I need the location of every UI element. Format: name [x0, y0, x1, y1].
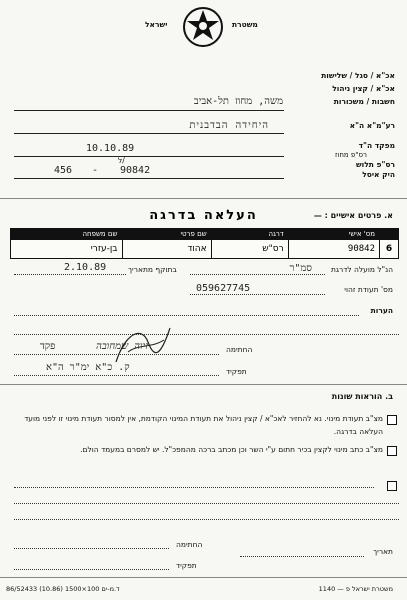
doc-number: 90842 [120, 165, 151, 176]
personal-details-table [10, 228, 399, 259]
section-a-heading: א. פרטים אישיים : — [313, 211, 393, 220]
footer-divider [0, 577, 407, 578]
notes-line-2 [14, 334, 399, 335]
new-rank: סמ"ר [289, 263, 312, 274]
footer-date-label: תאריך [373, 547, 393, 556]
promotion-label: הנ"ל מועלה לדרגת [331, 265, 393, 274]
section-divider [0, 384, 407, 385]
doc-code: 456 [54, 165, 73, 176]
cc-line-2: רס"פ תלוש [356, 160, 395, 169]
effective-date-line [14, 274, 126, 275]
page-title: העלאה בדרגה [149, 208, 258, 223]
signature-value: זיוה שמחובה [96, 341, 149, 352]
role-label: תפקיד [226, 367, 247, 376]
instruction-text-2: מצ"ב כתב מינוי לקצין בכיר חתום ע"י השר וכן מכתב ברכה מהמפכ"ל. יש למסרם במעמד הולם. [80, 445, 383, 454]
to-line: רע"מ"א ה"א [349, 121, 395, 130]
unit-sub-field: היחידה הבדבנית [189, 120, 269, 131]
row-last-name: בן-עזרי [11, 240, 123, 259]
id-label: מס' תעודת זהוי [344, 285, 393, 294]
date-field: 10.10.89 [86, 143, 135, 154]
col-id-header: מס' אישי [288, 229, 379, 240]
notes-label: הערות [370, 306, 393, 315]
col-last-name-header: שם משפחה [11, 229, 123, 240]
col-index-header [380, 229, 399, 240]
cc-line-4: רס"פ מחוז [335, 151, 367, 159]
extra-line-1 [14, 487, 374, 488]
position-line [14, 375, 219, 376]
signature-role: פקד [40, 341, 56, 352]
row-first-name: אהוד [122, 240, 211, 259]
instruction-checkbox-3[interactable] [387, 481, 397, 491]
unit-field: משה, מחוז תל-אביב [193, 96, 283, 107]
new-rank-line [190, 274, 325, 275]
date-underline [14, 156, 284, 157]
handwritten-signature [108, 322, 178, 368]
row-index: 6 [380, 240, 399, 259]
unit-underline [14, 110, 284, 111]
cc-line-1: מפקד ה"ד [358, 141, 395, 150]
cc-line-3: היק איסל [362, 170, 395, 179]
instruction-text-1: מצ"ב תעודת מינוי. נא להחזיר לאכ"א / קצין ניהול את תעודת המינוי הקודמת, אין למסור תעודת מינוי זו לפני מועד העלאה בדרגה. [24, 414, 383, 436]
id-line [190, 294, 325, 295]
signature-label: החתימה [226, 345, 253, 354]
header-country: ישראל [145, 20, 168, 29]
title-divider [0, 198, 407, 199]
effective-date: 2.10.89 [64, 262, 107, 273]
id-value: 059627745 [196, 283, 251, 294]
col-first-name-header: שם פרטי [122, 229, 211, 240]
extra-line-2 [14, 503, 399, 504]
row-id: 90842 [288, 240, 379, 259]
footer-role-line [14, 569, 169, 570]
doc-number-underline [14, 178, 284, 179]
section-b-heading: ב. הוראות שונות [331, 392, 393, 401]
instruction-checkbox-2[interactable] [387, 446, 397, 456]
header-org: משטרת [232, 20, 258, 29]
col-rank-header: דרגה [211, 229, 288, 240]
row-rank: רס"ש [211, 240, 288, 259]
effective-label: בתוקף מתאריך [128, 265, 177, 274]
position-value: ק. כ"א ימ"ר ה"א [46, 362, 130, 373]
doc-code-sep: - [92, 165, 99, 176]
from-line-2: אכ"א / קצין ניהול [332, 84, 395, 93]
form-id: משטרת ישראל פ — 1140 [318, 585, 393, 593]
print-info: ד.מ-ים 100×1500 (10.86) 86/52433 [6, 585, 120, 593]
police-emblem-icon [182, 6, 224, 48]
unit-sub-underline [14, 133, 284, 134]
extra-line-3 [14, 519, 399, 520]
from-line-1: אכ"א / סגל / שלישות [321, 71, 395, 80]
ref-suffix: /ל [118, 156, 125, 165]
footer-role-label: תפקיד [176, 561, 197, 570]
footer-date-line [240, 556, 364, 557]
from-line-3: חשבות / משכורות [333, 97, 395, 106]
footer-sign-line [14, 548, 169, 549]
instruction-checkbox-1[interactable] [387, 415, 397, 425]
notes-line-1 [14, 315, 359, 316]
footer-sign-label: החתימה [176, 540, 203, 549]
